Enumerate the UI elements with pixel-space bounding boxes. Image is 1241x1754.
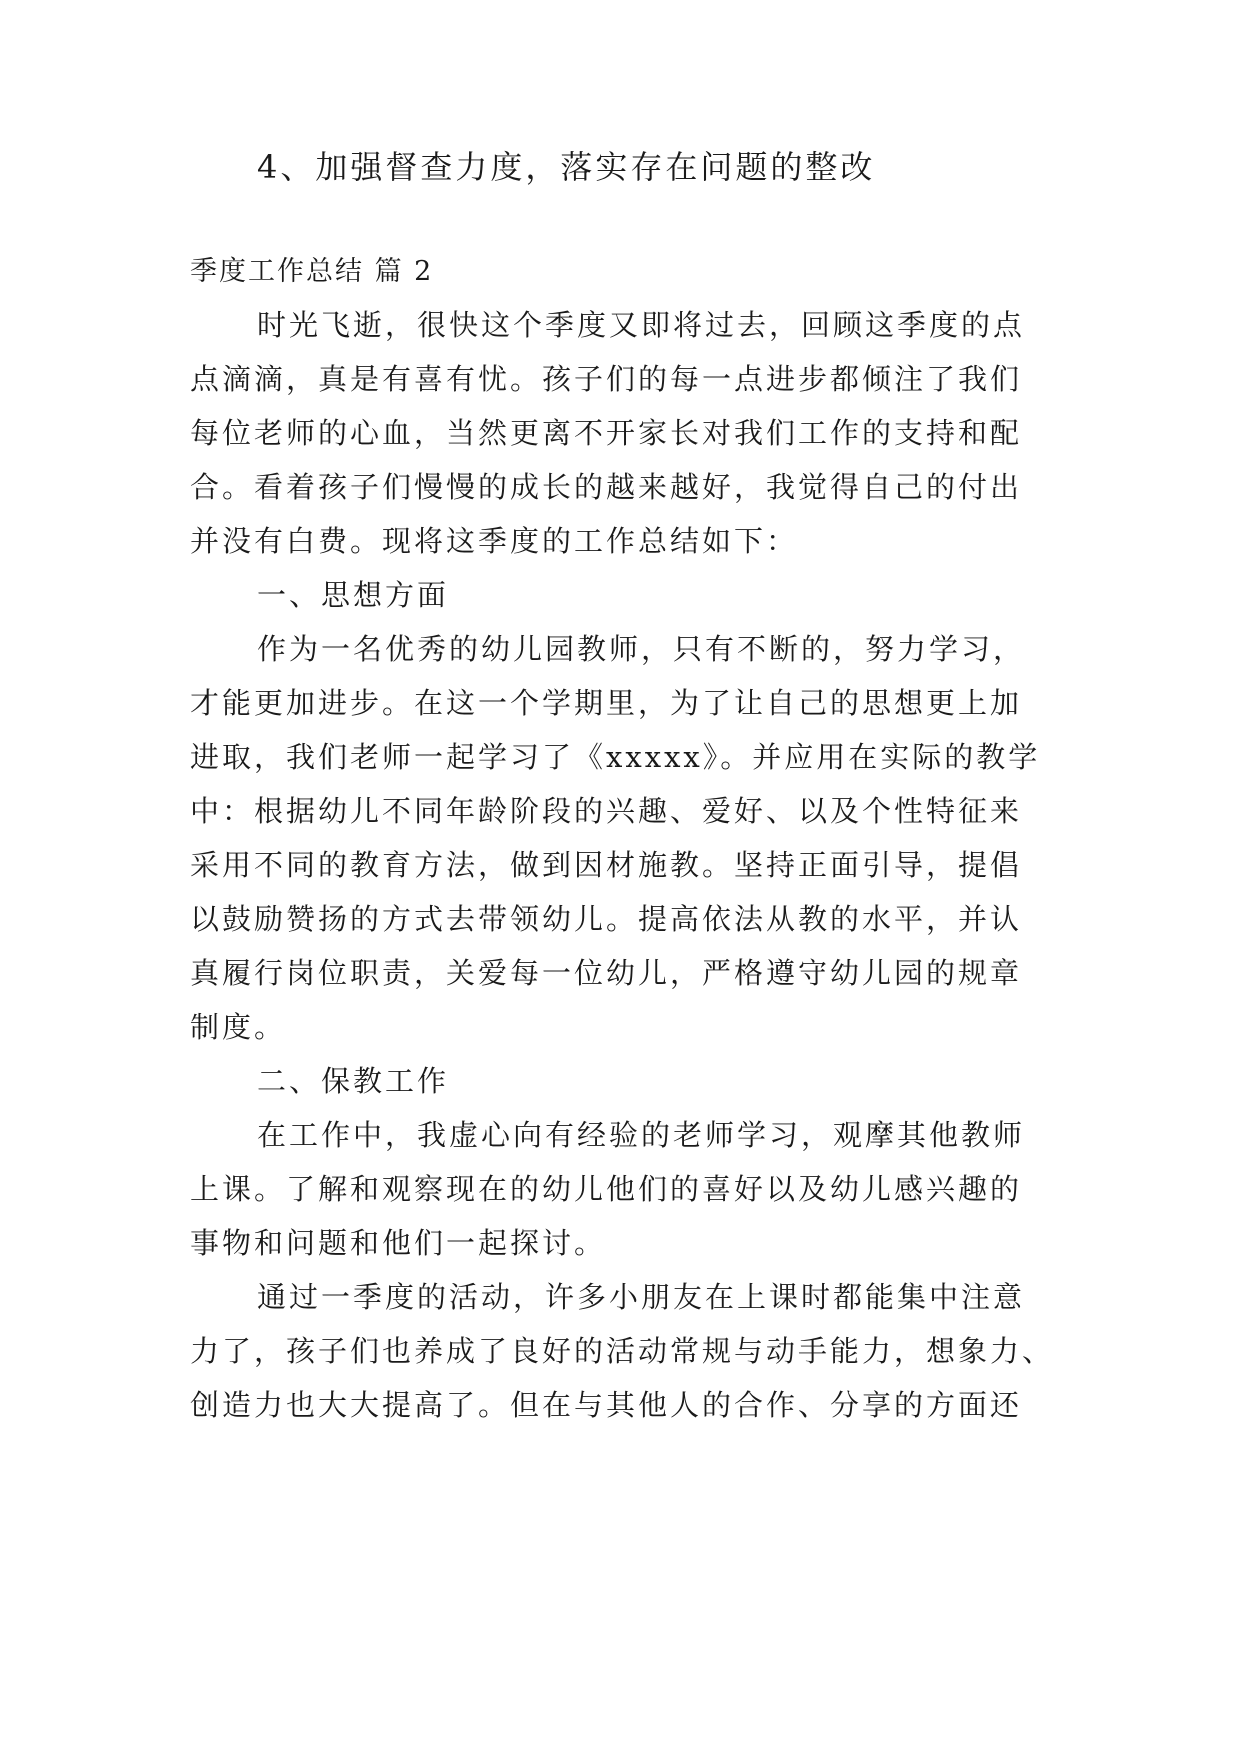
paragraph-line: 进取，我们老师一起学习了《xxxxx》。并应用在实际的教学 — [190, 740, 1041, 774]
paragraph-line: 才能更加进步。在这一个学期里，为了让自己的思想更上加 — [190, 686, 1023, 720]
subheading-teaching: 二、保教工作 — [257, 1064, 450, 1098]
paragraph-line: 合。看着孩子们慢慢的成长的越来越好，我觉得自己的付出 — [190, 470, 1023, 504]
paragraph-line: 在工作中，我虚心向有经验的老师学习，观摩其他教师 — [257, 1118, 1026, 1152]
paragraph-line: 制度。 — [190, 1010, 287, 1044]
paragraph-line: 并没有白费。现将这季度的工作总结如下： — [190, 524, 799, 558]
paragraph-line: 采用不同的教育方法，做到因材施教。坚持正面引导，提倡 — [190, 848, 1023, 882]
section-title: 季度工作总结 篇 2 — [190, 256, 434, 287]
paragraph-line: 作为一名优秀的幼儿园教师，只有不断的，努力学习， — [257, 632, 1026, 666]
subheading-thought: 一、思想方面 — [257, 578, 450, 612]
paragraph-line: 事物和问题和他们一起探讨。 — [190, 1226, 607, 1260]
paragraph-line: 点滴滴，真是有喜有忧。孩子们的每一点进步都倾注了我们 — [190, 362, 1023, 396]
paragraph-line: 以鼓励赞扬的方式去带领幼儿。提高依法从教的水平，并认 — [190, 902, 1023, 936]
top-list-item: 4、加强督查力度，落实存在问题的整改 — [257, 148, 876, 186]
paragraph-line: 中：根据幼儿不同年龄阶段的兴趣、爱好、以及个性特征来 — [190, 794, 1023, 828]
paragraph-line: 力了，孩子们也养成了良好的活动常规与动手能力，想象力、 — [190, 1334, 1055, 1368]
paragraph-line: 通过一季度的活动，许多小朋友在上课时都能集中注意 — [257, 1280, 1026, 1314]
paragraph-line: 时光飞逝，很快这个季度又即将过去，回顾这季度的点 — [257, 308, 1026, 342]
paragraph-line: 创造力也大大提高了。但在与其他人的合作、分享的方面还 — [190, 1388, 1023, 1422]
paragraph-line: 真履行岗位职责，关爱每一位幼儿，严格遵守幼儿园的规章 — [190, 956, 1023, 990]
paragraph-line: 上课。了解和观察现在的幼儿他们的喜好以及幼儿感兴趣的 — [190, 1172, 1023, 1206]
paragraph-line: 每位老师的心血，当然更离不开家长对我们工作的支持和配 — [190, 416, 1023, 450]
